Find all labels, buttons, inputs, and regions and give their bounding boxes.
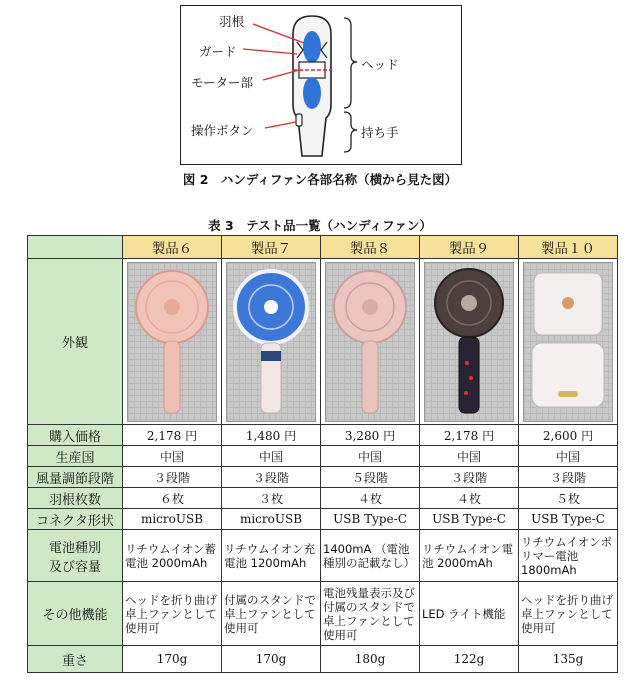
- steps-cell: ５段階: [321, 467, 420, 488]
- price-row: [28, 425, 618, 446]
- product-6-photo: [127, 262, 217, 422]
- row-label: コネクタ形状: [28, 509, 123, 530]
- corner-cell: [28, 236, 123, 259]
- appearance-row: [28, 259, 618, 425]
- weight-cell: 135g: [519, 646, 618, 673]
- price-cell: 1,480 円: [222, 425, 321, 446]
- row-label: 羽根枚数: [28, 488, 123, 509]
- label-guard: ガード: [199, 44, 237, 59]
- product-10-photo: [523, 262, 613, 422]
- product-header: 製品９: [420, 236, 519, 259]
- connector-cell: USB Type-C: [420, 509, 519, 530]
- connector-cell: USB Type-C: [321, 509, 420, 530]
- label-handle: 持ち手: [361, 125, 399, 140]
- label-blade: 羽根: [219, 14, 245, 29]
- product-header: 製品１０: [519, 236, 618, 259]
- blades-row: [28, 488, 618, 509]
- weight-cell: 180g: [321, 646, 420, 673]
- label-head: ヘッド: [361, 57, 399, 72]
- product-9-photo: [424, 262, 514, 422]
- label-motor: モーター部: [191, 75, 254, 90]
- product-header: 製品８: [321, 236, 420, 259]
- row-label: [28, 530, 123, 582]
- battery-cell: 1400mA （電池種別の記載なし）: [321, 530, 420, 582]
- country-cell: 中国: [222, 446, 321, 467]
- price-cell: 2,600 円: [519, 425, 618, 446]
- product-7-photo: [226, 262, 316, 422]
- country-cell: 中国: [321, 446, 420, 467]
- price-cell: 3,280 円: [321, 425, 420, 446]
- connector-row: [28, 509, 618, 530]
- weight-cell: 170g: [222, 646, 321, 673]
- header-row: [28, 236, 618, 259]
- row-label: 生産国: [28, 446, 123, 467]
- battery-cell: リチウムイオン充電池 1200mAh: [222, 530, 321, 582]
- handle-bracket: [344, 112, 357, 152]
- other-cell: LED ライト機能: [420, 582, 519, 646]
- row-label: 購入価格: [28, 425, 123, 446]
- figure-caption: 図 2 ハンディファン各部名称（横から見た図）: [182, 172, 458, 187]
- row-label: その他機能: [28, 582, 123, 646]
- battery-row: [28, 530, 618, 582]
- country-cell: 中国: [123, 446, 222, 467]
- other-row: [28, 582, 618, 646]
- connector-cell: microUSB: [222, 509, 321, 530]
- steps-cell: ３段階: [420, 467, 519, 488]
- battery-cell: リチウムイオンポリマー電池 1800mAh: [519, 530, 618, 582]
- other-cell: 付属のスタンドで卓上ファンとして使用可: [222, 582, 321, 646]
- head-bracket: [344, 18, 357, 108]
- price-cell: 2,178 円: [123, 425, 222, 446]
- lower-blade-shape: [303, 77, 321, 109]
- connector-cell: USB Type-C: [519, 509, 618, 530]
- product-table: [27, 235, 618, 673]
- table-caption: 表 3 テスト品一覧（ハンディファン）: [208, 218, 432, 233]
- blades-cell: ６枚: [123, 488, 222, 509]
- steps-cell: ３段階: [123, 467, 222, 488]
- weight-cell: 122g: [420, 646, 519, 673]
- product-header: 製品７: [222, 236, 321, 259]
- product-header: 製品６: [123, 236, 222, 259]
- weight-row: [28, 646, 618, 673]
- connector-cell: microUSB: [123, 509, 222, 530]
- button-shape: [296, 114, 302, 126]
- row-label: 外観: [28, 259, 123, 425]
- price-cell: 2,178 円: [420, 425, 519, 446]
- other-cell: ヘッドを折り曲げ卓上ファンとして使用可: [123, 582, 222, 646]
- blades-cell: ３枚: [222, 488, 321, 509]
- row-label-line: 電池種別: [48, 540, 101, 556]
- upper-blade-shape: [303, 31, 321, 63]
- weight-cell: 170g: [123, 646, 222, 673]
- label-button: 操作ボタン: [191, 123, 254, 138]
- other-cell: ヘッドを折り曲げ卓上ファンとして使用可: [519, 582, 618, 646]
- country-cell: 中国: [420, 446, 519, 467]
- steps-cell: ３段階: [222, 467, 321, 488]
- battery-cell: リチウムイオン蓄電池 2000mAh: [123, 530, 222, 582]
- steps-cell: ３段階: [519, 467, 618, 488]
- fan-parts-diagram: [180, 5, 462, 165]
- country-row: [28, 446, 618, 467]
- blades-cell: ４枚: [420, 488, 519, 509]
- battery-cell: リチウムイオン電池 2000mAh: [420, 530, 519, 582]
- row-label-line: 及び容量: [48, 559, 101, 575]
- product-8-photo: [325, 262, 415, 422]
- country-cell: 中国: [519, 446, 618, 467]
- blades-cell: ４枚: [321, 488, 420, 509]
- other-cell: 電池残量表示及び付属のスタンドで卓上ファンとして使用可: [321, 582, 420, 646]
- row-label: 重さ: [28, 646, 123, 673]
- blades-cell: ５枚: [519, 488, 618, 509]
- row-label: 風量調節段階: [28, 467, 123, 488]
- steps-row: [28, 467, 618, 488]
